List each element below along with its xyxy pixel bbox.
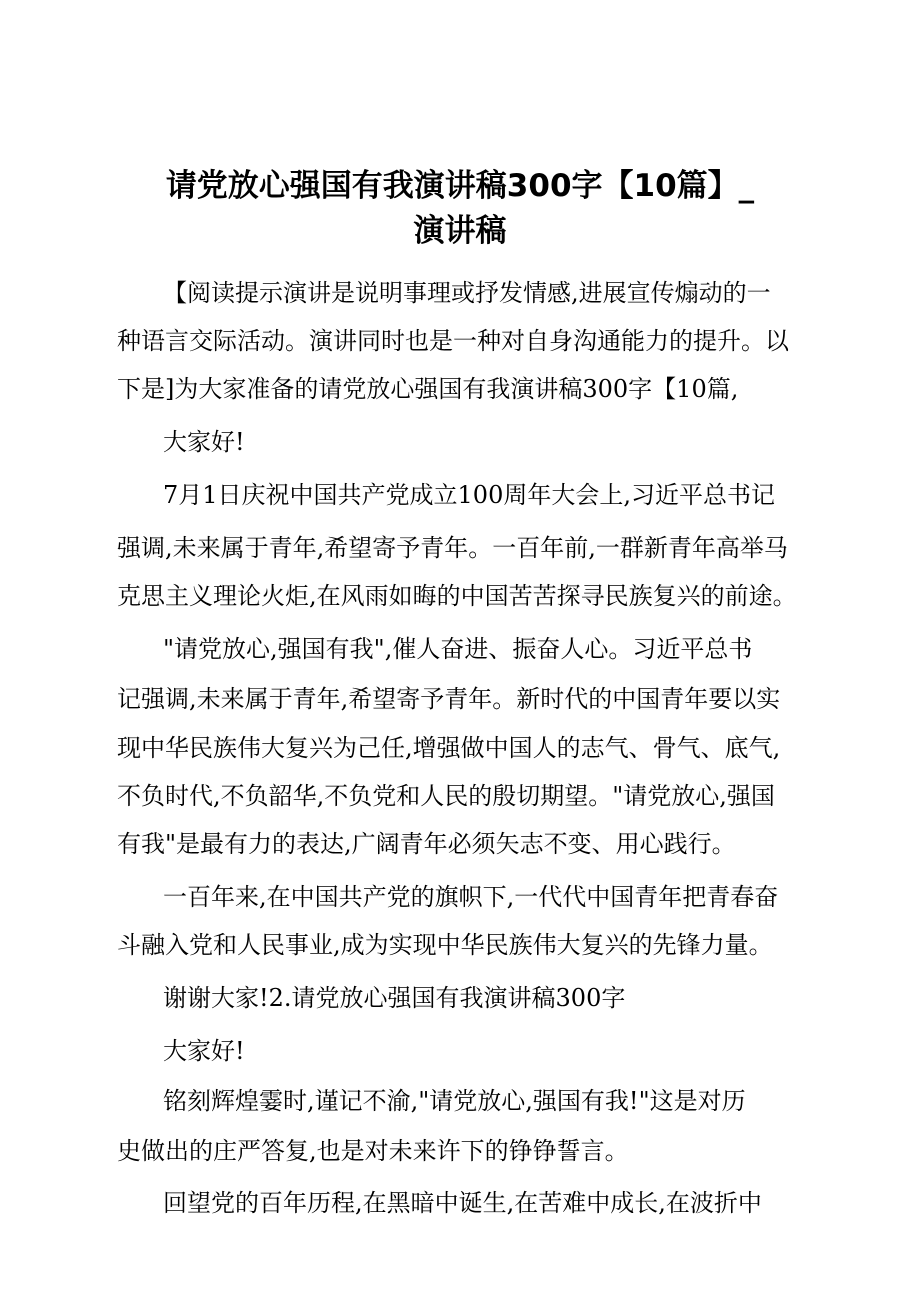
paragraph-line: 克思主义理论火炬,在风雨如晦的中国苦苦探寻民族复兴的前途。	[117, 582, 797, 610]
paragraph-line: 有我"是最有力的表达,广阔青年必须矢志不变、用心践行。	[117, 830, 736, 858]
paragraph-line: 大家好!	[163, 1037, 245, 1065]
document-title-line-1: 请党放心强国有我演讲稿300字【10篇】_	[165, 168, 755, 204]
paragraph-line: 不负时代,不负韶华,不负党和人民的殷切期望。"请党放心,强国	[117, 782, 775, 810]
paragraph-line: 强调,未来属于青年,希望寄予青年。一百年前,一群新青年高举马	[117, 534, 788, 562]
paragraph-line: 史做出的庄严答复,也是对未来许下的铮铮誓言。	[117, 1137, 629, 1165]
paragraph-line: 【阅读提示演讲是说明事理或抒发情感,进展宣传煽动的一	[163, 279, 771, 307]
paragraph-line: 记强调,未来属于青年,希望寄予青年。新时代的中国青年要以实	[117, 685, 781, 713]
paragraph-line: 铭刻辉煌霎时,谨记不渝,"请党放心,强国有我!"这是对历	[163, 1087, 746, 1115]
paragraph-line: 斗融入党和人民事业,成为实现中华民族伟大复兴的先锋力量。	[117, 931, 773, 959]
paragraph-line: 7月1日庆祝中国共产党成立100周年大会上,习近平总书记	[163, 481, 775, 509]
paragraph-line: 下是]为大家准备的请党放心强国有我演讲稿300字【10篇,	[117, 375, 739, 403]
paragraph-line: 现中华民族伟大复兴为己任,增强做中国人的志气、骨气、底气,	[117, 734, 781, 762]
paragraph-line: 大家好!	[163, 428, 245, 456]
paragraph-line: 种语言交际活动。演讲同时也是一种对自身沟通能力的提升。以	[117, 327, 789, 355]
paragraph-line: 回望党的百年历程,在黑暗中诞生,在苦难中成长,在波折中	[163, 1189, 762, 1217]
document-title-line-2: 演讲稿	[413, 213, 507, 249]
paragraph-line: "请党放心,强国有我",催人奋进、振奋人心。习近平总书	[163, 635, 753, 663]
paragraph-line: 一百年来,在中国共产党的旗帜下,一代代中国青年把青春奋	[163, 883, 779, 911]
paragraph-line: 谢谢大家!2.请党放心强国有我演讲稿300字	[163, 984, 626, 1012]
